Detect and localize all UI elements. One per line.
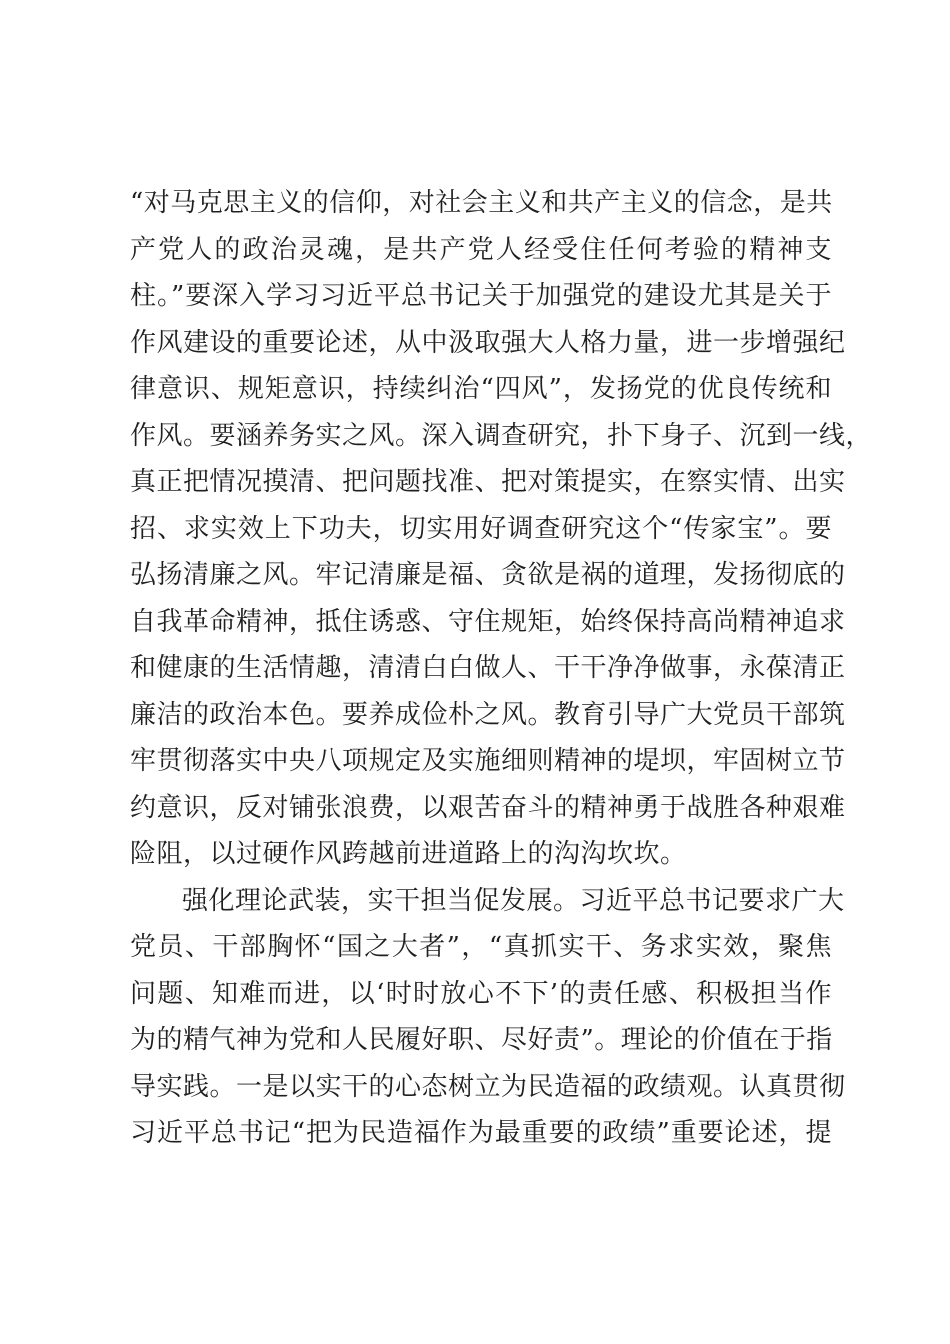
text-line: 律意识、规矩意识，持续纠治“四风”，发扬党的优良传统和 bbox=[130, 374, 832, 404]
text-line: 自我革命精神，抵住诱惑、守住规矩，始终保持高尚精神追求 bbox=[130, 606, 846, 637]
paragraph-1 bbox=[130, 180, 873, 878]
text-line: “对马克思主义的信仰，对社会主义和共产主义的信念，是共 bbox=[130, 188, 833, 218]
text-line: 问题、知难而进，以‘时时放心不下’的责任感、积极担当作 bbox=[130, 978, 832, 1009]
text-line: 廉洁的政治本色。要养成俭朴之风。教育引导广大党员干部筑 bbox=[130, 699, 846, 730]
text-line: 作风。要涵养务实之风。深入调查研究，扑下身子、沉到一线， bbox=[130, 420, 873, 451]
text-line: 真正把情况摸清、把问题找准、把对策提实，在察实情、出实 bbox=[130, 467, 846, 497]
text-line: 党员、干部胸怀“国之大者”，“真抓实干、务求实效，聚焦 bbox=[130, 932, 832, 962]
text-line: 强化理论武装，实干担当促发展。习近平总书记要求广大 bbox=[182, 885, 845, 916]
text-line: 柱。”要深入学习习近平总书记关于加强党的建设尤其是关于 bbox=[130, 281, 832, 311]
text-line: 为的精气神为党和人民履好职、尽好责”。理论的价值在于指 bbox=[130, 1025, 833, 1055]
text-line: 险阻，以过硬作风跨越前进道路上的沟沟坎坎。 bbox=[130, 839, 687, 869]
text-line: 作风建设的重要论述，从中汲取强大人格力量，进一步增强纪 bbox=[130, 327, 846, 358]
text-line: 导实践。一是以实干的心态树立为民造福的政绩观。认真贯彻 bbox=[130, 1071, 846, 1102]
text-line: 牢贯彻落实中央八项规定及实施细则精神的堤坝，牢固树立节 bbox=[130, 746, 846, 776]
document-body bbox=[130, 180, 873, 1157]
text-line: 弘扬清廉之风。牢记清廉是福、贪欲是祸的道理，发扬彻底的 bbox=[130, 560, 846, 590]
text-line: 习近平总书记“把为民造福作为最重要的政绩”重要论述，提 bbox=[130, 1118, 832, 1148]
text-line: 产党人的政治灵魂，是共产党人经受住任何考验的精神支 bbox=[130, 234, 832, 265]
text-line: 约意识，反对铺张浪费，以艰苦奋斗的精神勇于战胜各种艰难 bbox=[130, 792, 846, 823]
paragraph-2 bbox=[130, 878, 846, 1157]
text-line: 招、求实效上下功夫，切实用好调查研究这个“传家宝”。要 bbox=[130, 513, 832, 544]
text-line: 和健康的生活情趣，清清白白做人、干干净净做事，永葆清正 bbox=[130, 653, 846, 683]
